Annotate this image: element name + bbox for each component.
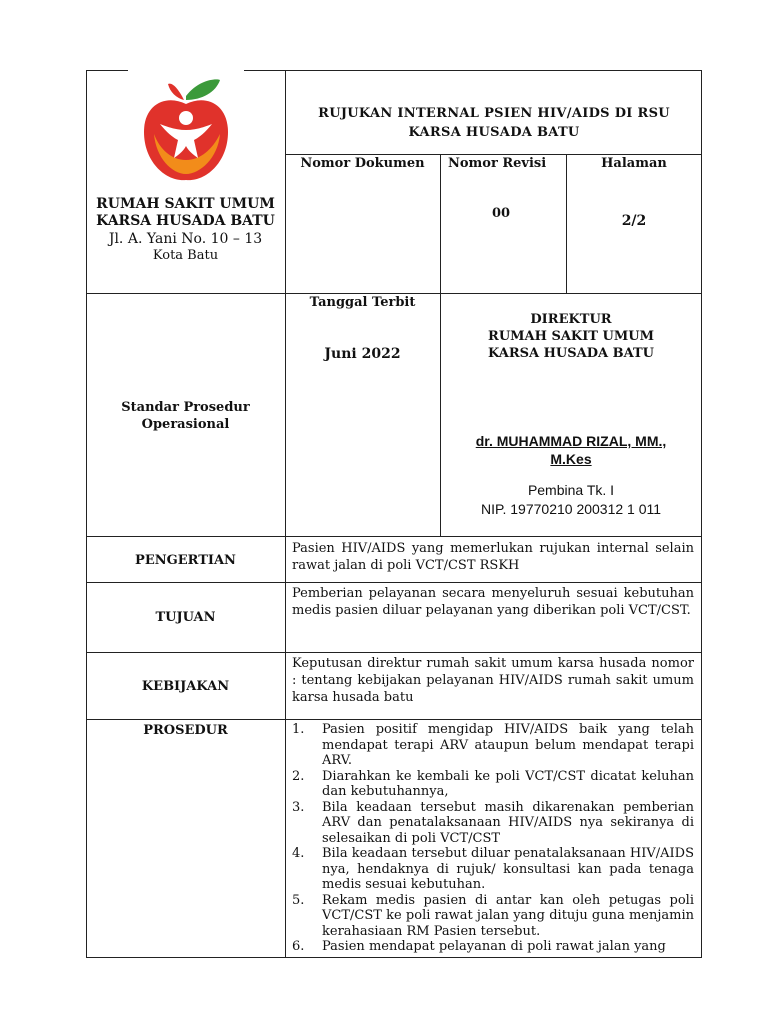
tujuan-label: TUJUAN (155, 610, 216, 625)
signatory-name-line2: M.Kes (550, 451, 592, 467)
sop-document (86, 70, 702, 958)
prosedur-step (292, 846, 694, 893)
prosedur-list (292, 722, 694, 955)
step-text: Pasien positif mengidap HIV/AIDS baik yang telah mendapat terapi ARV ataupun belum mendapat terapi ARV. (322, 722, 694, 768)
signatory-name-line1: dr. MUHAMMAD RIZAL, MM., (475, 433, 667, 449)
prosedur-step (292, 722, 694, 769)
step-number: 3. (292, 799, 305, 815)
pengertian-label: PENGERTIAN (135, 553, 236, 568)
pengertian-text: Pasien HIV/AIDS yang memerlukan rujukan internal selain rawat jalan di poli VCT/CST RSKH (292, 541, 694, 573)
tujuan-text: Pemberian pelayanan secara menyeluruh sesuai kebutuhan medis pasien diluar pelayanan yang diberikan poli VCT/CST. (292, 586, 694, 618)
step-number: 4. (292, 846, 305, 861)
step-number: 5. (292, 892, 305, 908)
divider-kebijakan-bottom (86, 719, 702, 720)
step-text: Pasien mendapat pelayanan di poli rawat jalan yang (322, 939, 666, 954)
step-number: 1. (292, 722, 305, 737)
prosedur-label: PROSEDUR (143, 723, 228, 738)
hospital-name-line2: KARSA HUSADA BATU (96, 213, 275, 229)
step-text: Rekam medis pasien di antar kan oleh petugas poli VCT/CST ke poli rawat jalan yang dituju guna menjamin kerahasiaan RM Pasien tersebut. (322, 892, 694, 939)
director-line1: DIREKTUR (530, 312, 612, 327)
step-text: Bila keadaan tersebut diluar penatalaksanaan HIV/AIDS nya, hendaknya di rujuk/ konsultasi kan pada tenaga medis sesuai kebutuhan. (322, 846, 694, 892)
signatory-rank: Pembina Tk. I (527, 482, 615, 498)
border-bottom (86, 957, 702, 958)
issue-date-label: Tanggal Terbit (309, 295, 416, 310)
step-text: Diarahkan ke kembali ke poli VCT/CST dicatat keluhan dan kebutuhannya, (322, 768, 694, 799)
divider-main-vertical (285, 70, 286, 958)
sop-label-line1: Standar Prosedur (121, 400, 250, 415)
border-right (701, 70, 702, 958)
divider-tujuan-bottom (86, 652, 702, 653)
document-title: RUJUKAN INTERNAL PSIEN HIV/AIDS DI RSU KARSA HUSADA BATU (318, 106, 670, 140)
kebijakan-text: Keputusan direktur rumah sakit umum karsa husada nomor : tentang kebijakan pelayanan HIV/AIDS rumah sakit umum karsa husada batu (292, 656, 694, 705)
divider-title-bottom (285, 154, 702, 155)
issue-date-value: Juni 2022 (324, 346, 401, 362)
divider-pengertian-bottom (86, 582, 702, 583)
hospital-address-line2: Kota Batu (152, 248, 219, 263)
kebijakan-label: KEBIJAKAN (141, 679, 230, 694)
prosedur-step (292, 893, 694, 940)
prosedur-step (292, 769, 694, 800)
hospital-address-line1: Jl. A. Yani No. 10 – 13 (108, 231, 263, 247)
page-label: Halaman (601, 156, 667, 171)
director-line2: RUMAH SAKIT UMUM (488, 329, 654, 344)
border-top-left (86, 70, 128, 71)
prosedur-step (292, 800, 694, 847)
step-number: 6. (292, 939, 305, 954)
director-line3: KARSA HUSADA BATU (487, 346, 655, 361)
hospital-logo-icon (138, 74, 234, 184)
border-top-right (244, 70, 702, 71)
hospital-name-line1: RUMAH SAKIT UMUM (96, 196, 275, 212)
divider-col-revision (440, 154, 441, 294)
doc-number-label: Nomor Dokumen (300, 156, 425, 171)
revision-value: 00 (492, 206, 511, 221)
signatory-nip: NIP. 19770210 200312 1 011 (480, 501, 662, 517)
page-value: 2/2 (621, 213, 647, 229)
sop-label-line2: Operasional (141, 417, 230, 432)
revision-label: Nomor Revisi (448, 156, 547, 171)
step-number: 2. (292, 768, 305, 784)
step-text: Bila keadaan tersebut masih dikarenakan pemberian ARV dan penatalaksanaan HIV/AIDS nya sekiranya di selesaikan di poli VCT/CST (322, 799, 694, 846)
divider-header-bottom (86, 293, 702, 294)
prosedur-step (292, 939, 694, 955)
divider-sop-bottom (86, 536, 702, 537)
